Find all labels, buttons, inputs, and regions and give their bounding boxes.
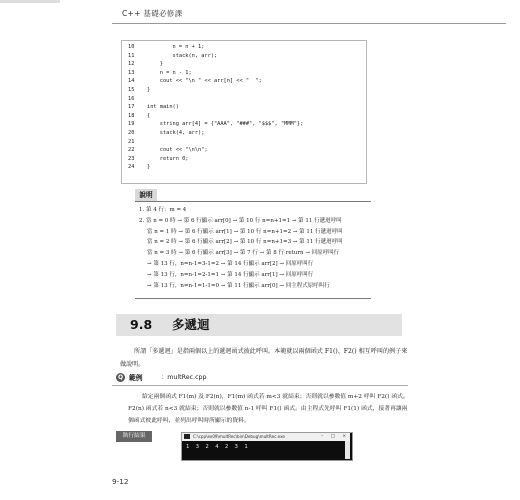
header-rule: [112, 23, 506, 24]
code-line-text: cout << "\n\n";: [147, 147, 208, 154]
code-line-text: [147, 138, 364, 147]
header-accent: [0, 0, 60, 3]
code-line: [128, 69, 364, 78]
explanation-body: [139, 205, 379, 291]
section-intro-paragraph: 所謂「多遞迴」是指兩個以上的遞迴函式彼此呼叫。本範就以兩個函式 F1()、F2() 相互呼叫的例子來做說明。: [120, 348, 408, 368]
code-line-text: [147, 95, 364, 104]
running-header: C++ 基礎必修課: [122, 9, 183, 18]
console-scrollbar[interactable]: [345, 441, 350, 459]
code-line-text: }: [147, 164, 151, 171]
code-line-number: 20: [128, 129, 135, 136]
code-line-number: 13: [128, 69, 135, 76]
example-icon: Q: [117, 374, 124, 381]
code-line-text: cout << "\n " << arr[n] << " ";: [147, 78, 262, 85]
console-title: C:\cpp\ex09\multRec\bin\Debug\multRec.exe: [193, 434, 285, 439]
code-line-number: 17: [128, 104, 135, 111]
code-line: [128, 52, 364, 61]
code-line: [128, 138, 364, 147]
console-window-buttons[interactable]: – □ ×: [321, 434, 350, 439]
code-line: [128, 129, 364, 138]
code-line: [128, 103, 364, 112]
explanation-line: 當 n = 3 時 → 第 6 行顯示 arr[3] → 第 7 行 → 第 8 行 return → 回原呼叫行: [147, 250, 340, 257]
code-line: [128, 95, 364, 104]
code-line-number: 11: [128, 52, 135, 59]
code-line-number: 22: [128, 147, 135, 154]
explanation-line: → 第 13 行，n=n-1=3-1=2 → 第 14 行顯示 arr[2] → 回原呼叫行: [147, 260, 314, 267]
code-line-number: 19: [128, 121, 135, 128]
code-line-number: 24: [128, 164, 135, 171]
code-line: [128, 86, 364, 95]
code-line-text: {: [147, 112, 151, 119]
example-description: 給定兩個函式 F1(m) 及 F2(n)，F1(m) 函式若 m<3 就結束；否則就以參數值 m+2 呼叫 F2() 函式。F2(n) 函式若 n<3 就結束；否則就以參數值 n-1 呼叫 F1() 函式。由主程式先呼叫 F1(1) 函式，接著再讓兩個函式彼此呼叫，並列出呼叫時所顯示的資料。: [128, 394, 409, 424]
explanation-line: 當 n = 1 時 → 第 6 行顯示 arr[1] → 第 10 行 n=n+1=2 → 第 11 行遞迴呼叫: [147, 228, 343, 235]
run-result-label: 執行結果: [116, 431, 152, 442]
explanation-line: 1. 第 4 行：m = 4: [139, 207, 187, 213]
code-line-number: 15: [128, 86, 135, 93]
code-line: [128, 60, 364, 69]
code-line-text: }: [147, 86, 151, 93]
explanation-line: 當 n = 2 時 → 第 6 行顯示 arr[2] → 第 10 行 n=n+1=3 → 第 11 行遞迴呼叫: [147, 239, 343, 246]
example-label: 範例: [129, 374, 143, 382]
code-line-number: 14: [128, 78, 135, 85]
code-line-text: n = n - 1;: [147, 69, 192, 76]
explanation-label: 說明: [135, 189, 157, 201]
console-output: 1 3 2 4 2 3 1: [186, 444, 248, 450]
code-line-text: stack(n, arr);: [147, 52, 218, 59]
code-line-text: string arr[4] = {"AAA", "###", "$$$", "MMM"};: [147, 121, 304, 128]
code-line: [128, 43, 364, 52]
code-line: [128, 146, 364, 155]
explanation-bottom-rule: [135, 298, 371, 299]
code-line-number: 10: [128, 44, 135, 50]
code-line: [128, 112, 364, 121]
console-app-icon: [184, 434, 190, 439]
explanation-line: → 第 13 行，n=n-1=1-1=0 → 第 11 行顯示 arr[0] → 回主程式原呼叫行: [147, 282, 330, 289]
explanation-rule: [135, 201, 371, 202]
code-line-number: 12: [128, 61, 135, 68]
code-line-text: stack(4, arr);: [147, 129, 205, 136]
code-line-text: int main(): [147, 104, 179, 111]
example-rule: [112, 385, 408, 386]
explanation-line: 2. 當 n = 0 時 → 第 6 行顯示 arr[0] → 第 10 行 n=n+1=1 → 第 11 行遞迴呼叫: [139, 217, 342, 224]
code-line-text: return 0;: [147, 155, 189, 162]
code-line-number: 18: [128, 112, 135, 119]
code-line: [128, 77, 364, 86]
code-line-number: 23: [128, 155, 135, 162]
explanation-line: → 第 13 行，n=n-1=2-1=1 → 第 14 行顯示 arr[1] → 回原呼叫行: [147, 271, 314, 278]
example-filename: ：multRec.cpp: [161, 374, 207, 381]
page-number: 9-12: [112, 477, 129, 486]
code-line-number: 16: [128, 95, 135, 102]
code-line-text: n = n + 1;: [147, 44, 205, 50]
code-listing: [128, 43, 364, 172]
section-heading-band: [116, 314, 402, 336]
code-line: [128, 120, 364, 129]
code-line: [128, 155, 364, 164]
code-line-number: 21: [128, 138, 135, 145]
code-line: [128, 163, 364, 172]
section-number: 9.8: [130, 317, 153, 332]
section-title: 多遞迴: [172, 317, 210, 332]
code-line-text: }: [147, 61, 163, 68]
